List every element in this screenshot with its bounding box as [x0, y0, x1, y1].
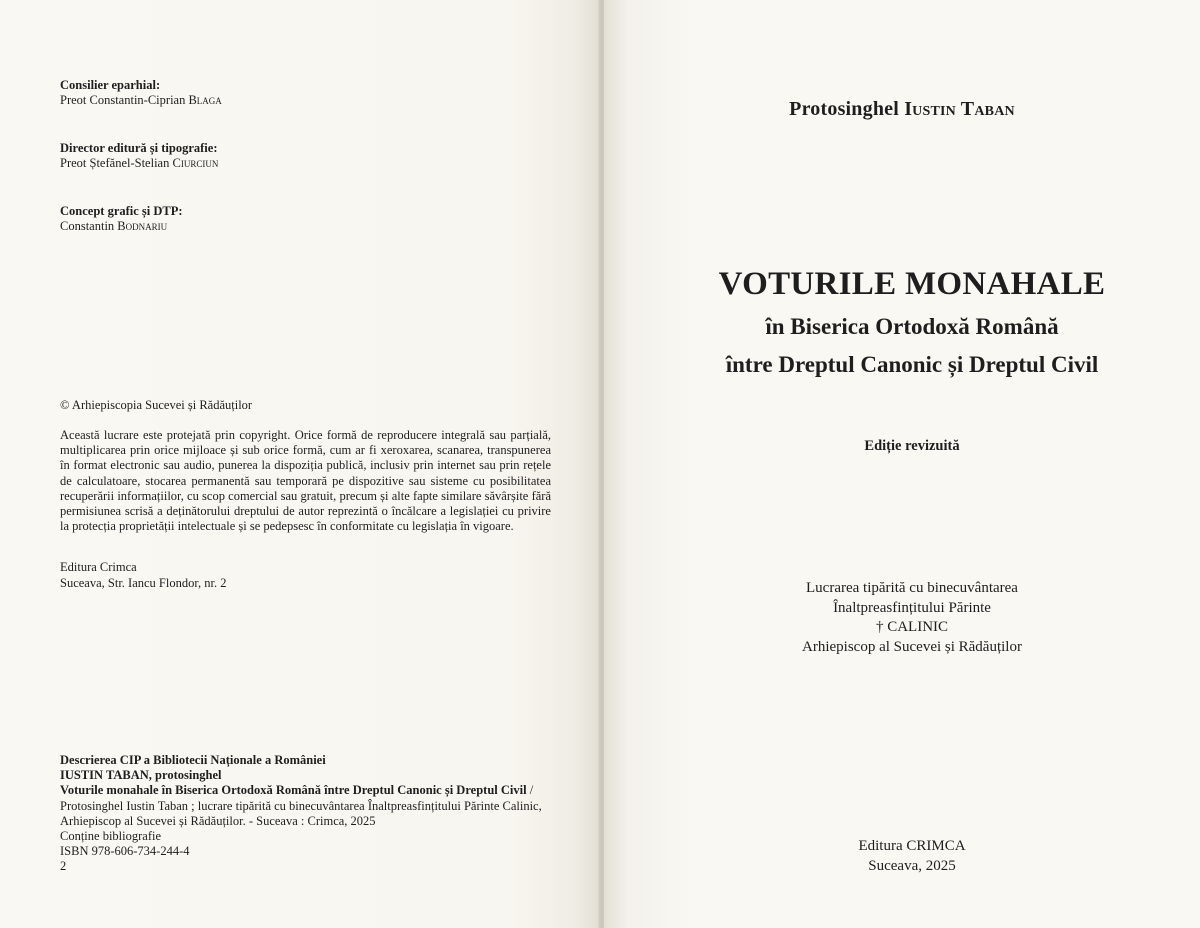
credit-eparchial-counselor: [60, 78, 560, 108]
legal-text: Această lucrare este protejată prin copyright. Orice formă de reproducere integrală sau parțială, multiplicarea prin orice mijloace și sub orice formă, cum ar fi xeroxarea, scanarea, transpunerea în format electronic sau audio, punerea la dispoziția publică, inclusiv prin internet sau prin rețele de calculatoare, stocarea permanentă sau temporară pe dispozitive sau sisteme cu posibilitatea recuperării informațiilor, cu scop comercial sau gratuit, precum și alte fapte similare săvârșite fără permisiunea scrisă a deținătorului dreptului de autor reprezintă o încălcare a legislației cu privire la protecția proprietății intelectuale și se pedepsesc în conformitate cu legislația în vigoare.: [60, 428, 551, 534]
publisher-info-right: [604, 836, 1200, 876]
blessing-section: [604, 579, 1200, 657]
credit-name-prefix: Preot Ștefănel-Stelian: [60, 156, 173, 170]
credit-surname: Blaga: [188, 93, 222, 107]
publisher-name: Editura CRIMCA: [858, 838, 966, 854]
credits-section: [60, 78, 560, 267]
credit-director: [60, 141, 560, 171]
cip-isbn: ISBN 978-606-734-244-4: [60, 844, 190, 859]
publisher-info-left: [60, 560, 227, 591]
book-subtitle-1: în Biserica Ortodoxă Română: [765, 314, 1059, 339]
cip-title-details: / Protosinghel Iustin Taban ; lucrare tipărită cu binecuvântarea Înaltpreasfințitului Părinte Calinic, Arhiepiscop al Sucevei și Rădăuților. - Suceava : Crimca, 2025: [60, 783, 542, 828]
author-prefix: Protosinghel: [789, 98, 905, 120]
credit-label: Consilier eparhial:: [60, 78, 161, 92]
author-line: [604, 98, 1200, 121]
edition-label: Ediție revizuită: [864, 438, 960, 454]
credit-label: Director editură și tipografie:: [60, 141, 218, 155]
book-title: VOTURILE MONAHALE: [718, 266, 1106, 302]
cip-class-number: 2: [60, 859, 67, 874]
cip-bibliography: Conține bibliografie: [60, 829, 162, 844]
credit-surname: Bodnariu: [117, 219, 168, 233]
credit-name: [60, 93, 560, 108]
cip-author: IUSTIN TABAN, protosinghel: [60, 768, 222, 783]
credit-name: [60, 219, 560, 234]
publisher-address: Suceava, Str. Iancu Flondor, nr. 2: [60, 575, 227, 590]
cip-heading: Descrierea CIP a Bibliotecii Naționale a României: [60, 753, 326, 767]
copyright-notice: © Arhiepiscopia Sucevei și Rădăuților: [60, 398, 253, 412]
cip-title-entry: [60, 783, 560, 829]
blessing-line: † CALINIC: [875, 619, 949, 635]
credit-name-prefix: Preot Constantin-Ciprian: [60, 93, 189, 107]
blessing-line: Arhiepiscop al Sucevei și Rădăuților: [802, 638, 1022, 655]
blessing-line: Înaltpreasfințitului Părinte: [833, 599, 991, 616]
credit-label: Concept grafic și DTP:: [60, 204, 183, 218]
right-page: [604, 0, 1200, 928]
publisher-name: Editura Crimca: [60, 560, 137, 574]
book-subtitle-2: între Dreptul Canonic și Dreptul Civil: [725, 352, 1099, 377]
blessing-line: Lucrarea tipărită cu binecuvântarea: [806, 580, 1018, 596]
credit-name: [60, 156, 560, 171]
credit-surname: Ciurciun: [172, 156, 219, 170]
publication-place-year: Suceava, 2025: [868, 858, 956, 874]
credit-name-prefix: Constantin: [60, 219, 118, 233]
author-name: Iustin Taban: [904, 98, 1015, 120]
credit-graphic-concept: [60, 204, 560, 234]
cip-title: Voturile monahale în Biserica Ortodoxă Română între Dreptul Canonic și Dreptul Civil: [60, 783, 527, 798]
cip-description: [60, 753, 560, 875]
